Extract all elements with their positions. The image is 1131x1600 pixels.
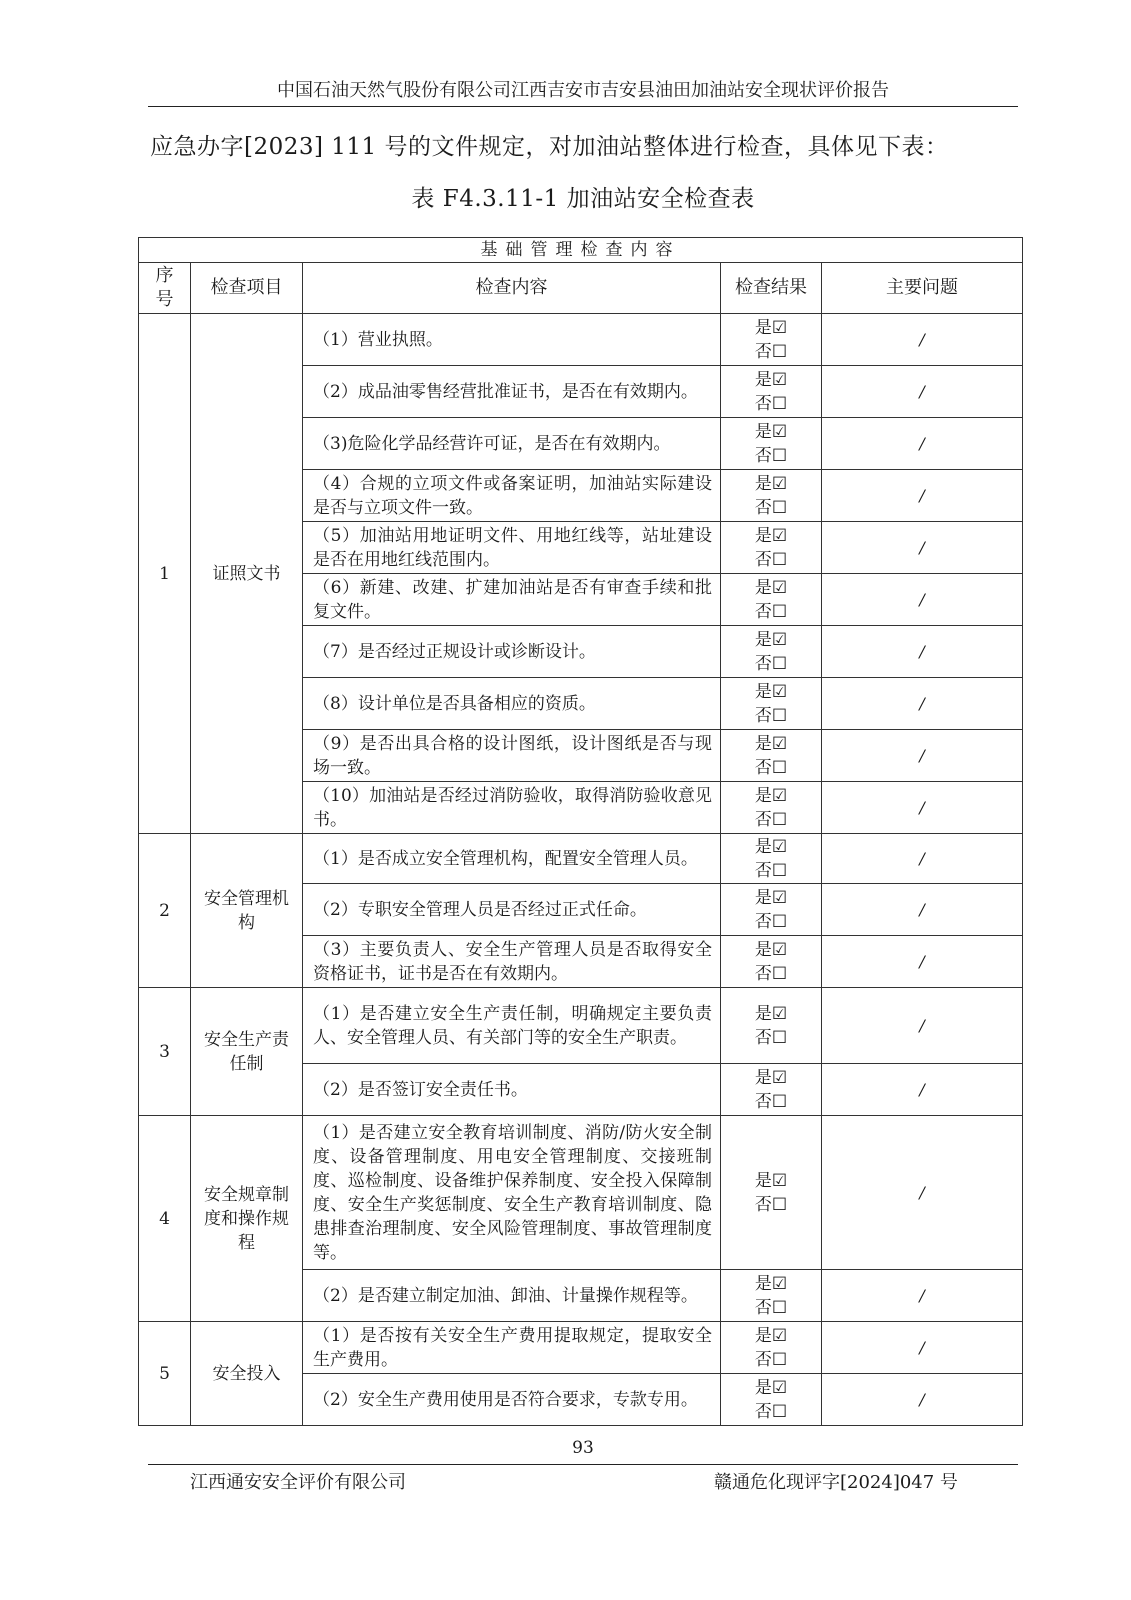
result-yes-checked: 是☑	[754, 317, 788, 338]
footer-rule	[148, 1464, 1018, 1465]
check-content: （2）是否建立制定加油、卸油、计量操作规程等。	[303, 1270, 721, 1322]
check-result	[721, 988, 822, 1064]
result-yes-checked: 是☑	[754, 1273, 788, 1294]
result-yes-checked: 是☑	[754, 939, 788, 960]
footer-company: 江西通安安全评价有限公司	[190, 1472, 406, 1493]
main-issue: /	[822, 936, 1023, 988]
check-result	[721, 1322, 822, 1374]
page-number: 93	[572, 1438, 594, 1458]
group-seq: 1	[139, 314, 191, 834]
check-content: （1）营业执照。	[303, 314, 721, 366]
result-yes-checked: 是☑	[754, 1003, 788, 1024]
group-item: 证照文书	[191, 314, 303, 834]
result-yes-checked: 是☑	[754, 887, 788, 908]
table-row	[139, 834, 1023, 884]
check-result	[721, 314, 822, 366]
main-issue: /	[822, 574, 1023, 626]
result-no-unchecked: 否☐	[754, 911, 788, 932]
result-yes-checked: 是☑	[754, 577, 788, 598]
result-yes-checked: 是☑	[754, 421, 788, 442]
result-no-unchecked: 否☐	[754, 1027, 788, 1048]
check-result	[721, 366, 822, 418]
check-content: （9）是否出具合格的设计图纸，设计图纸是否与现场一致。	[303, 730, 721, 782]
result-yes-checked: 是☑	[754, 525, 788, 546]
table-banner: 基础管理检查内容	[139, 238, 1023, 263]
result-no-unchecked: 否☐	[754, 1091, 788, 1112]
main-issue: /	[822, 1116, 1023, 1270]
result-yes-checked: 是☑	[754, 629, 788, 650]
main-issue: /	[822, 522, 1023, 574]
check-content: （3）主要负责人、安全生产管理人员是否取得安全资格证书，证书是否在有效期内。	[303, 936, 721, 988]
result-no-unchecked: 否☐	[754, 757, 788, 778]
main-issue: /	[822, 418, 1023, 470]
table-row	[139, 1116, 1023, 1270]
intro-text: 应急办字[2023] 111 号的文件规定，对加油站整体进行检查，具体见下表：	[150, 134, 949, 160]
result-yes-checked: 是☑	[754, 836, 788, 857]
main-issue: /	[822, 1322, 1023, 1374]
check-content: （1）是否按有关安全生产费用提取规定，提取安全生产费用。	[303, 1322, 721, 1374]
header-issue: 主要问题	[822, 263, 1023, 314]
group-item: 安全投入	[191, 1322, 303, 1426]
header-result: 检查结果	[721, 263, 822, 314]
result-no-unchecked: 否☐	[754, 445, 788, 466]
header-seq: 序号	[139, 263, 191, 314]
check-content: （1）是否建立安全生产责任制，明确规定主要负责人、安全管理人员、有关部门等的安全生产职责。	[303, 988, 721, 1064]
group-seq: 5	[139, 1322, 191, 1426]
check-result	[721, 782, 822, 834]
table-header-row	[139, 263, 1023, 314]
check-content: （3)危险化学品经营许可证，是否在有效期内。	[303, 418, 721, 470]
check-result	[721, 1116, 822, 1270]
table-row	[139, 988, 1023, 1064]
result-no-unchecked: 否☐	[754, 860, 788, 881]
check-result	[721, 626, 822, 678]
check-result	[721, 418, 822, 470]
main-issue: /	[822, 1374, 1023, 1426]
result-no-unchecked: 否☐	[754, 653, 788, 674]
check-result	[721, 522, 822, 574]
result-yes-checked: 是☑	[754, 473, 788, 494]
result-no-unchecked: 否☐	[754, 809, 788, 830]
check-content: （1）是否建立安全教育培训制度、消防/防火安全制度、设备管理制度、用电安全管理制度、交接班制度、巡检制度、设备维护保养制度、安全投入保障制度、安全生产奖惩制度、安全生产教育培训制度、隐患排查治理制度、安全风险管理制度、事故管理制度等。	[303, 1116, 721, 1270]
result-yes-checked: 是☑	[754, 733, 788, 754]
result-yes-checked: 是☑	[754, 785, 788, 806]
check-result	[721, 936, 822, 988]
group-seq: 2	[139, 834, 191, 988]
check-content: （4）合规的立项文件或备案证明，加油站实际建设是否与立项文件一致。	[303, 470, 721, 522]
main-issue: /	[822, 470, 1023, 522]
main-issue: /	[822, 678, 1023, 730]
footer-doc-number: 赣通危化现评字[2024]047 号	[714, 1472, 958, 1493]
header-item: 检查项目	[191, 263, 303, 314]
result-no-unchecked: 否☐	[754, 393, 788, 414]
result-yes-checked: 是☑	[754, 1067, 788, 1088]
group-seq: 3	[139, 988, 191, 1116]
result-no-unchecked: 否☐	[754, 1349, 788, 1370]
main-issue: /	[822, 884, 1023, 936]
result-no-unchecked: 否☐	[754, 705, 788, 726]
safety-check-table	[138, 237, 1023, 1426]
check-result	[721, 730, 822, 782]
check-content: （2）专职安全管理人员是否经过正式任命。	[303, 884, 721, 936]
check-result	[721, 1064, 822, 1116]
table-caption: 表 F4.3.11-1 加油站安全检查表	[411, 186, 755, 212]
main-issue: /	[822, 626, 1023, 678]
group-item: 安全管理机构	[191, 834, 303, 988]
main-issue: /	[822, 730, 1023, 782]
page-header: 中国石油天然气股份有限公司江西吉安市吉安县油田加油站安全现状评价报告	[277, 80, 889, 101]
check-content: （2）安全生产费用使用是否符合要求，专款专用。	[303, 1374, 721, 1426]
result-no-unchecked: 否☐	[754, 1401, 788, 1422]
result-no-unchecked: 否☐	[754, 963, 788, 984]
group-seq: 4	[139, 1116, 191, 1322]
result-no-unchecked: 否☐	[754, 1297, 788, 1318]
result-no-unchecked: 否☐	[754, 341, 788, 362]
check-result	[721, 574, 822, 626]
main-issue: /	[822, 988, 1023, 1064]
result-yes-checked: 是☑	[754, 369, 788, 390]
header-content: 检查内容	[303, 263, 721, 314]
check-result	[721, 834, 822, 884]
group-item: 安全生产责任制	[191, 988, 303, 1116]
check-result	[721, 678, 822, 730]
check-content: （10）加油站是否经过消防验收，取得消防验收意见书。	[303, 782, 721, 834]
result-no-unchecked: 否☐	[754, 601, 788, 622]
check-content: （7）是否经过正规设计或诊断设计。	[303, 626, 721, 678]
check-content: （5）加油站用地证明文件、用地红线等，站址建设是否在用地红线范围内。	[303, 522, 721, 574]
check-content: （6）新建、改建、扩建加油站是否有审查手续和批复文件。	[303, 574, 721, 626]
main-issue: /	[822, 314, 1023, 366]
result-yes-checked: 是☑	[754, 681, 788, 702]
result-yes-checked: 是☑	[754, 1377, 788, 1398]
main-issue: /	[822, 782, 1023, 834]
main-issue: /	[822, 1270, 1023, 1322]
check-content: （1）是否成立安全管理机构，配置安全管理人员。	[303, 834, 721, 884]
result-no-unchecked: 否☐	[754, 1194, 788, 1215]
result-yes-checked: 是☑	[754, 1325, 788, 1346]
table-row	[139, 1322, 1023, 1374]
check-content: （8）设计单位是否具备相应的资质。	[303, 678, 721, 730]
check-result	[721, 884, 822, 936]
group-item: 安全规章制度和操作规程	[191, 1116, 303, 1322]
main-issue: /	[822, 1064, 1023, 1116]
main-issue: /	[822, 834, 1023, 884]
result-no-unchecked: 否☐	[754, 549, 788, 570]
check-content: （2）成品油零售经营批准证书，是否在有效期内。	[303, 366, 721, 418]
check-content: （2）是否签订安全责任书。	[303, 1064, 721, 1116]
header-rule	[148, 106, 1018, 107]
check-result	[721, 470, 822, 522]
result-yes-checked: 是☑	[754, 1170, 788, 1191]
result-no-unchecked: 否☐	[754, 497, 788, 518]
check-result	[721, 1374, 822, 1426]
main-issue: /	[822, 366, 1023, 418]
check-result	[721, 1270, 822, 1322]
table-row	[139, 314, 1023, 366]
